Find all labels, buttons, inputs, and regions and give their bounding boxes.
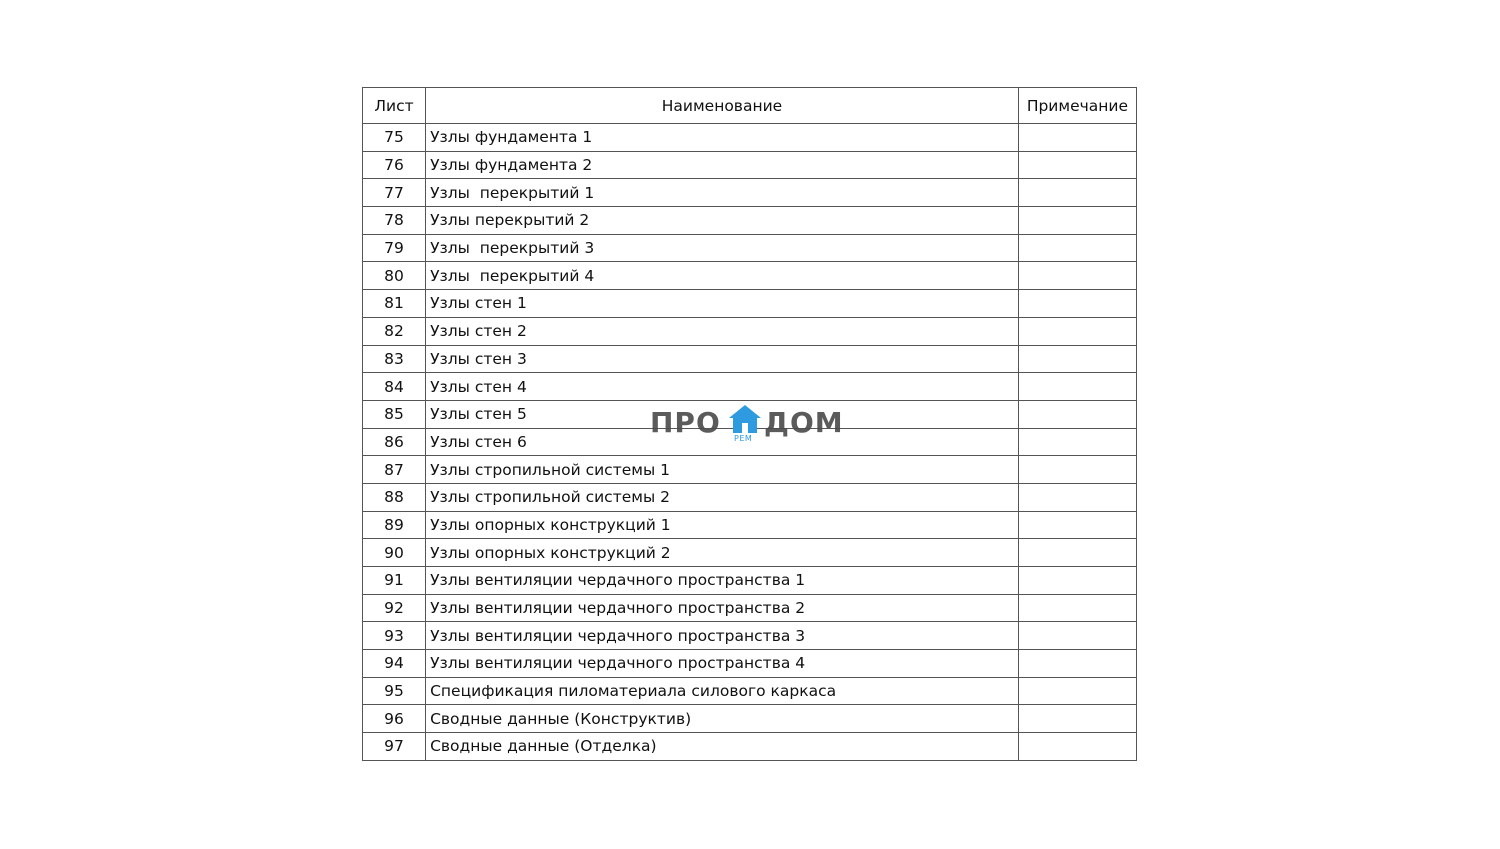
table-row — [363, 373, 1137, 401]
sheet-note-cell — [1018, 733, 1136, 761]
table-row — [363, 733, 1137, 761]
table-row — [363, 234, 1137, 262]
sheet-name-cell: Узлы перекрытий 3 — [426, 234, 1019, 262]
sheet-number-cell: 89 — [363, 511, 426, 539]
watermark-right-text: ДОМ — [764, 406, 844, 439]
table-row — [363, 262, 1137, 290]
sheet-number-cell: 97 — [363, 733, 426, 761]
sheet-number-cell: 84 — [363, 373, 426, 401]
sheet-name-cell: Узлы перекрытий 2 — [426, 207, 1019, 235]
sheet-number-cell: 77 — [363, 179, 426, 207]
sheet-number-cell: 86 — [363, 428, 426, 456]
sheet-note-cell — [1018, 373, 1136, 401]
watermark-small-text: РЕМ — [734, 434, 753, 443]
sheet-number-cell: 92 — [363, 594, 426, 622]
table-row — [363, 456, 1137, 484]
sheet-number-cell: 81 — [363, 290, 426, 318]
table-row — [363, 539, 1137, 567]
sheet-name-cell: Узлы стен 2 — [426, 317, 1019, 345]
sheet-note-cell — [1018, 511, 1136, 539]
sheet-number-cell: 79 — [363, 234, 426, 262]
sheet-number-cell: 82 — [363, 317, 426, 345]
sheet-name-cell: Узлы опорных конструкций 2 — [426, 539, 1019, 567]
sheet-note-cell — [1018, 567, 1136, 595]
sheet-number-cell: 95 — [363, 677, 426, 705]
sheet-name-cell: Узлы фундамента 1 — [426, 124, 1019, 152]
watermark-left-text: ПРО — [650, 406, 721, 439]
sheet-note-cell — [1018, 456, 1136, 484]
table-row — [363, 400, 1137, 428]
sheet-number-cell: 85 — [363, 400, 426, 428]
sheet-name-cell: Узлы стен 3 — [426, 345, 1019, 373]
table-row — [363, 290, 1137, 318]
sheet-number-cell: 93 — [363, 622, 426, 650]
sheet-note-cell — [1018, 400, 1136, 428]
table-row — [363, 345, 1137, 373]
sheet-note-cell — [1018, 345, 1136, 373]
table-row — [363, 124, 1137, 152]
table-row — [363, 677, 1137, 705]
table-body — [363, 124, 1137, 761]
table-row — [363, 428, 1137, 456]
sheet-name-cell: Узлы стен 5 — [426, 400, 1019, 428]
sheet-name-cell: Узлы вентиляции чердачного пространства 2 — [426, 594, 1019, 622]
sheet-name-cell: Узлы фундамента 2 — [426, 151, 1019, 179]
table-row — [363, 317, 1137, 345]
sheet-name-cell: Узлы стен 4 — [426, 373, 1019, 401]
sheet-note-cell — [1018, 428, 1136, 456]
table-row — [363, 622, 1137, 650]
table-row — [363, 650, 1137, 678]
table-row — [363, 567, 1137, 595]
sheet-name-cell: Узлы вентиляции чердачного пространства 4 — [426, 650, 1019, 678]
sheet-note-cell — [1018, 262, 1136, 290]
sheet-name-cell: Узлы опорных конструкций 1 — [426, 511, 1019, 539]
sheet-note-cell — [1018, 290, 1136, 318]
sheet-note-cell — [1018, 179, 1136, 207]
sheet-note-cell — [1018, 151, 1136, 179]
sheet-number-cell: 90 — [363, 539, 426, 567]
table-row — [363, 179, 1137, 207]
sheet-number-cell: 91 — [363, 567, 426, 595]
sheet-number-cell: 80 — [363, 262, 426, 290]
sheet-note-cell — [1018, 317, 1136, 345]
sheet-number-cell: 96 — [363, 705, 426, 733]
sheet-number-cell: 94 — [363, 650, 426, 678]
table-row — [363, 511, 1137, 539]
table-row — [363, 207, 1137, 235]
sheet-name-cell: Узлы вентиляции чердачного пространства 1 — [426, 567, 1019, 595]
table-row — [363, 483, 1137, 511]
table-row — [363, 705, 1137, 733]
sheet-number-cell: 83 — [363, 345, 426, 373]
table-header-row — [363, 88, 1137, 124]
sheet-name-cell: Спецификация пиломатериала силового каркаса — [426, 677, 1019, 705]
sheet-name-cell: Узлы перекрытий 4 — [426, 262, 1019, 290]
sheet-name-cell: Узлы вентиляции чердачного пространства 3 — [426, 622, 1019, 650]
sheet-index-table — [362, 87, 1137, 761]
sheet-note-cell — [1018, 677, 1136, 705]
sheet-number-cell: 87 — [363, 456, 426, 484]
sheet-number-cell: 76 — [363, 151, 426, 179]
sheet-name-cell: Узлы стен 6 — [426, 428, 1019, 456]
table-row — [363, 594, 1137, 622]
sheet-note-cell — [1018, 124, 1136, 152]
sheet-note-cell — [1018, 483, 1136, 511]
sheet-name-cell: Сводные данные (Конструктив) — [426, 705, 1019, 733]
sheet-note-cell — [1018, 705, 1136, 733]
sheet-name-cell: Узлы стен 1 — [426, 290, 1019, 318]
sheet-note-cell — [1018, 539, 1136, 567]
header-name: Наименование — [426, 88, 1019, 124]
table-row — [363, 151, 1137, 179]
sheet-number-cell: 88 — [363, 483, 426, 511]
sheet-name-cell: Узлы стропильной системы 1 — [426, 456, 1019, 484]
sheet-name-cell: Узлы перекрытий 1 — [426, 179, 1019, 207]
header-sheet-number: Лист — [363, 88, 426, 124]
sheet-note-cell — [1018, 622, 1136, 650]
sheet-name-cell: Узлы стропильной системы 2 — [426, 483, 1019, 511]
sheet-note-cell — [1018, 650, 1136, 678]
sheet-number-cell: 75 — [363, 124, 426, 152]
sheet-note-cell — [1018, 207, 1136, 235]
header-note: Примечание — [1018, 88, 1136, 124]
sheet-name-cell: Сводные данные (Отделка) — [426, 733, 1019, 761]
sheet-number-cell: 78 — [363, 207, 426, 235]
sheet-note-cell — [1018, 234, 1136, 262]
sheet-note-cell — [1018, 594, 1136, 622]
